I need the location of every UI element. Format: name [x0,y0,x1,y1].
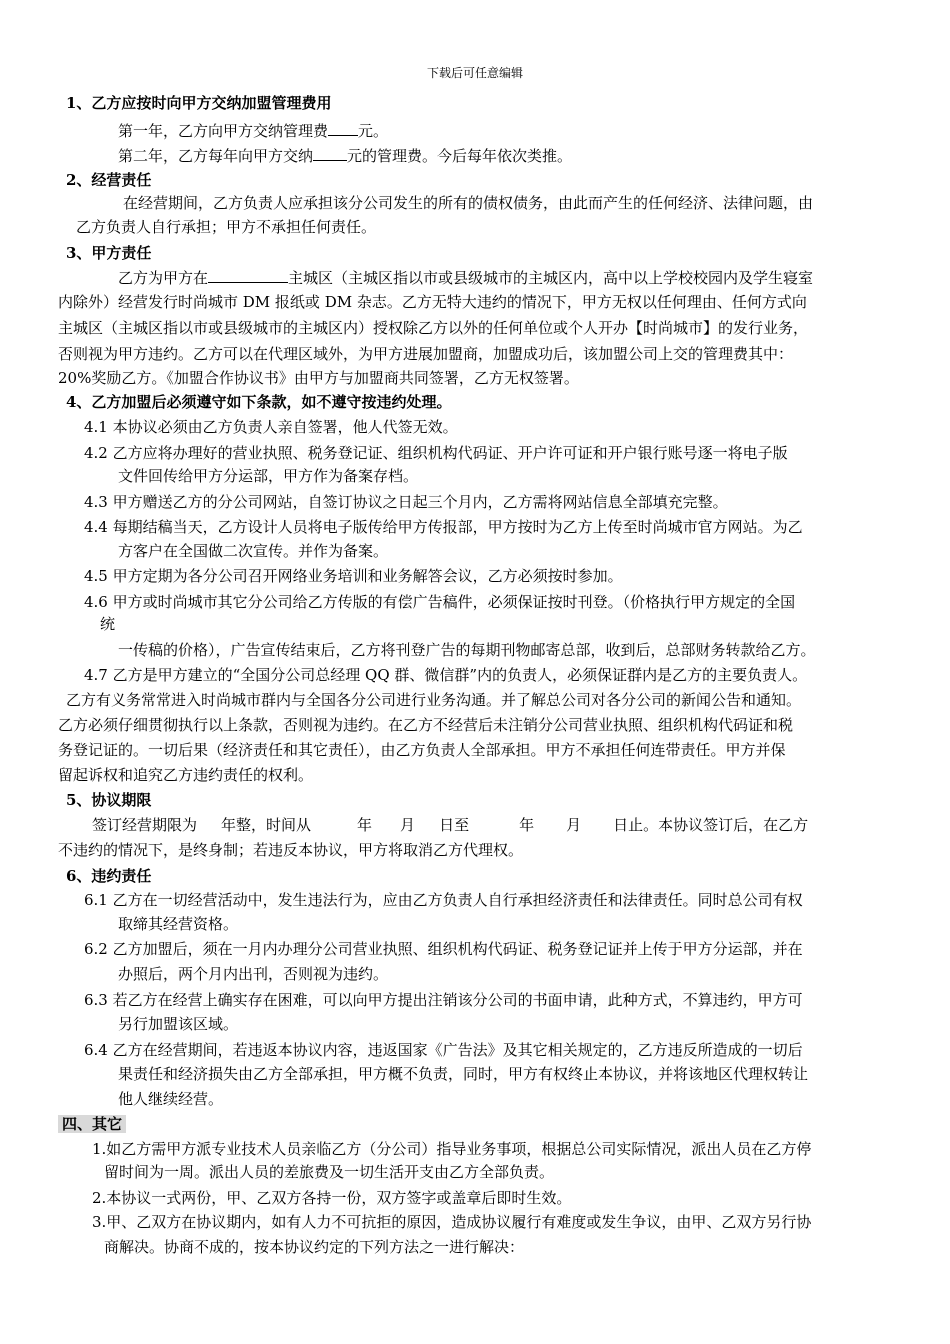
section-1-title: 1、乙方应按时向甲方交纳加盟管理费用 [66,94,332,112]
section-other-title [58,1114,126,1134]
section-3-title: 3、甲方责任 [66,244,152,262]
other-item-2: 2.本协议一式两份，甲、乙双方各持一份，双方签字或盖章后即时生效。 [92,1189,572,1207]
text: 乙方为甲方在 [118,269,209,287]
section-2-line-2: 乙方负责人自行承担；甲方不承担任何责任。 [76,218,377,236]
section-3-line-5: 20%奖励乙方。《加盟合作协议书》由甲方与加盟商共同签署，乙方无权签署。 [58,369,579,387]
clause-4-4-line-2: 方客户在全国做二次宣传。并作为备案。 [118,542,389,560]
text: 元的管理费。今后每年依次类推。 [347,147,573,165]
clause-6-4-line-2: 果责任和经济损失由乙方全部承担，甲方概不负责，同时，甲方有权终止本协议，并将该地区代理权转让 [118,1065,809,1083]
section-other-label: 四、其它 [58,1115,126,1133]
clause-4-3: 4.3 甲方赠送乙方的分公司网站，自签订协议之日起三个月内，乙方需将网站信息全部填充完整。 [84,493,728,511]
clause-6-2-line-2: 办照后，两个月内出刊，否则视为违约。 [118,965,389,983]
section-6-title: 6、违约责任 [66,867,152,885]
section-5-line-1 [92,815,808,835]
text: 月 [566,816,582,834]
text: 日止。本协议签订后，在乙方 [613,816,809,834]
clause-6-1-line-1: 6.1 乙方在一切经营活动中，发生违法行为，应由乙方负责人自行承担经济责任和法律责任。同时总公司有权 [84,891,803,909]
other-item-3-line-2: 商解决。协商不成的，按本协议约定的下列方法之一进行解决： [104,1238,525,1256]
clause-4-7-line-2: 乙方有义务常常进入时尚城市群内与全国各分公司进行业务沟通。并了解总公司对各分公司的新闻公告和通知。 [66,691,802,709]
section-2-line-1: 在经营期间，乙方负责人应承担该分公司发生的所有的债权债务，由此而产生的任何经济、法律问题，由 [123,194,814,212]
text: 日至 [439,816,470,834]
section-5-title: 5、协议期限 [66,791,152,809]
clause-4-7-line-4: 务登记证的。一切后果（经济责任和其它责任），由乙方负责人全部承担。甲方不承担任何连带责任。甲方并保 [58,741,786,759]
text: 年 [357,816,373,834]
section-3-line-1 [118,266,813,288]
text: 第二年，乙方每年向甲方交纳 [118,147,314,165]
other-item-3-line-1: 3.甲、乙双方在协议期内，如有人力不可抗拒的原因，造成协议履行有难度或发生争议，由甲、乙双方另行协 [92,1213,812,1231]
section-3-line-4: 否则视为甲方违约。乙方可以在代理区域外，为甲方进展加盟商，加盟成功后，该加盟公司上交的管理费其中： [58,345,794,363]
section-3-line-3: 主城区（主城区指以市或县级城市的主城区内）授权除乙方以外的任何单位或个人开办【时尚城市】的发行业务， [58,319,809,337]
text: 第一年，乙方向甲方交纳管理费 [118,122,329,140]
text: 签订经营期限为 [92,816,198,834]
other-item-1-line-2: 留时间为一周。派出人员的差旅费及一切生活开支由乙方全部负责。 [104,1163,555,1181]
section-2-title: 2、经营责任 [66,171,152,189]
text: 月 [400,816,416,834]
section-4-title: 4、乙方加盟后必须遵守如下条款，如不遵守按违约处理。 [66,393,452,411]
clause-4-2-line-1: 4.2 乙方应将办理好的营业执照、税务登记证、组织机构代码证、开户许可证和开户银行账号逐一将电子版 [84,444,788,462]
clause-4-7-line-5: 留起诉权和追究乙方违约责任的权利。 [58,766,314,784]
clause-4-6-line-3: 一传稿的价格），广告宣传结束后，乙方将刊登广告的每期刊物邮寄总部，收到后，总部财务转款给乙方。 [118,641,816,659]
section-1-line-2 [118,144,572,166]
clause-4-1: 4.1 本协议必须由乙方负责人亲自签署，他人代签无效。 [84,418,458,436]
text: 元。 [358,122,389,140]
clause-4-5: 4.5 甲方定期为各分公司召开网络业务培训和业务解答会议，乙方必须按时参加。 [84,567,623,585]
other-item-1-line-1: 1.如乙方需甲方派专业技术人员亲临乙方（分公司）指导业务事项，根据总公司实际情况，派出人员在乙方停 [92,1140,812,1158]
text: 年整，时间从 [221,816,312,834]
clause-4-7-line-3: 乙方必须仔细贯彻执行以上条款，否则视为违约。在乙方不经营后未注销分公司营业执照、组织机构代码证和税 [58,716,794,734]
clause-4-6-line-2: 统 [100,615,116,633]
blank-underline [328,119,358,136]
clause-6-2-line-1: 6.2 乙方加盟后，须在一月内办理分公司营业执照、组织机构代码证、税务登记证并上传于甲方分运部，并在 [84,940,803,958]
section-1-line-1 [118,119,388,141]
text: 主城区（主城区指以市或县级城市的主城区内，高中以上学校校园内及学生寝室 [288,269,814,287]
clause-4-2-line-2: 文件回传给甲方分运部，甲方作为备案存档。 [118,467,419,485]
clause-6-1-line-2: 取缔其经营资格。 [118,915,239,933]
clause-6-3-line-2: 另行加盟该区域。 [118,1015,239,1033]
section-5-line-2: 不违约的情况下，是终身制；若违反本协议，甲方将取消乙方代理权。 [58,841,524,859]
page-header: 下载后可任意编辑 [426,66,523,80]
blank-underline [313,144,347,161]
clause-6-4-line-3: 他人继续经营。 [118,1090,224,1108]
clause-6-3-line-1: 6.3 若乙方在经营上确实存在困难，可以向甲方提出注销该分公司的书面申请，此种方式，不算违约，甲方可 [84,991,803,1009]
clause-4-7-line-1: 4.7 乙方是甲方建立的“全国分公司总经理 QQ 群、微信群”内的负责人，必须保证群内是乙方的主要负责人。 [84,666,808,684]
clause-6-4-line-1: 6.4 乙方在经营期间，若违返本协议内容，违返国家《广告法》及其它相关规定的，乙方违反所造成的一切后 [84,1041,803,1059]
clause-4-4-line-1: 4.4 每期结稿当天，乙方设计人员将电子版传给甲方传报部，甲方按时为乙方上传至时尚城市官方网站。为乙 [84,518,803,536]
blank-underline [208,266,288,283]
section-3-line-2: 内除外）经营发行时尚城市 DM 报纸或 DM 杂志。乙方无特大违约的情况下，甲方无权以任何理由、任何方式向 [58,293,807,311]
clause-4-6-line-1: 4.6 甲方或时尚城市其它分公司给乙方传版的有偿广告稿件，必须保证按时刊登。（价格执行甲方规定的全国 [84,593,796,611]
text: 年 [519,816,535,834]
